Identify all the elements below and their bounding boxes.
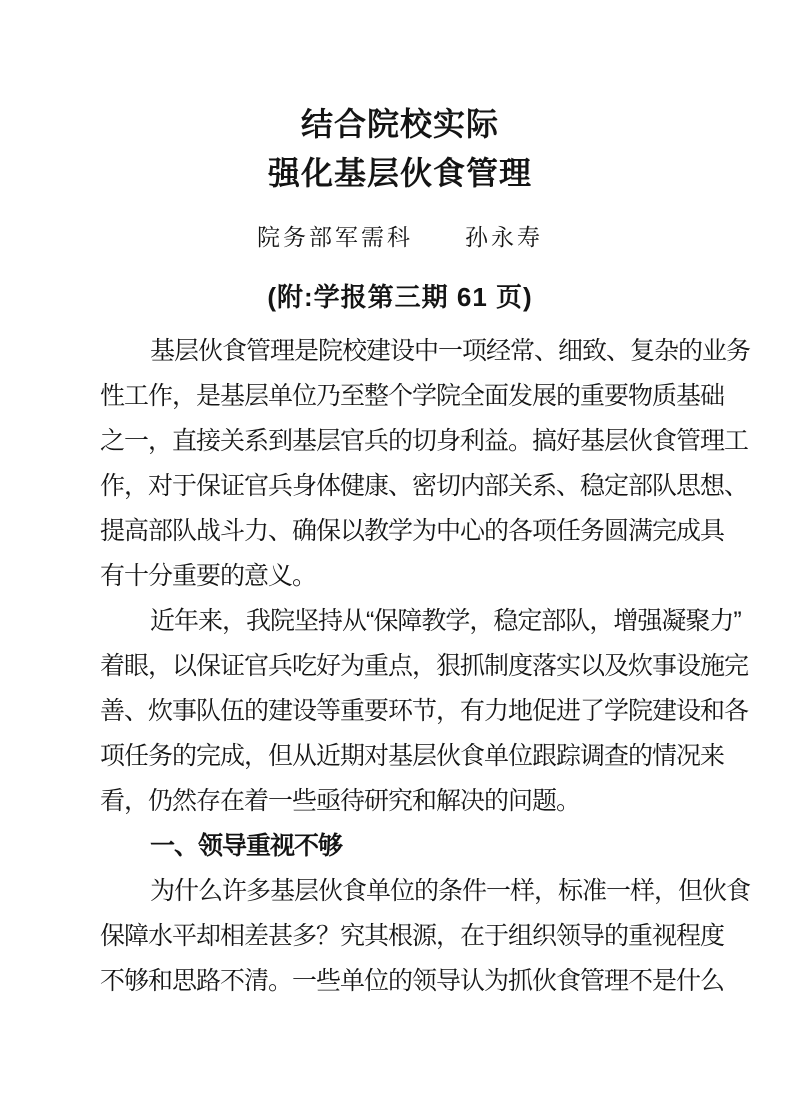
paragraph-line: 性工作，是基层单位乃至整个学院全面发展的重要物质基础 — [100, 382, 725, 410]
paragraph-line: 基层伙食管理是院校建设中一项经常、细致、复杂的业务 — [150, 337, 751, 365]
paragraph-line: 项任务的完成，但从近期对基层伙食单位跟踪调查的情况来 — [100, 742, 725, 770]
section-heading: 一、领导重视不够 — [150, 832, 343, 860]
paragraph-line: 看，仍然存在着一些亟待研究和解决的问题。 — [100, 787, 581, 815]
attachment-note: (附:学报第三期 61 页) — [267, 282, 533, 312]
paragraph-line: 保障水平却相差甚多？究其根源，在于组织领导的重视程度 — [100, 922, 725, 950]
page-title-line-1: 结合院校实际 — [300, 106, 499, 142]
page-title — [0, 100, 800, 198]
paragraph-line: 不够和思路不清。一些单位的领导认为抓伙食管理不是什么 — [100, 967, 725, 995]
paragraph-line: 提高部队战斗力、确保以教学为中心的各项任务圆满完成具 — [100, 517, 725, 545]
paragraph-line: 善、炊事队伍的建设等重要环节，有力地促进了学院建设和各 — [100, 697, 749, 725]
page-title-line-2: 强化基层伙食管理 — [267, 155, 532, 191]
paragraph-line: 有十分重要的意义。 — [100, 562, 317, 590]
paragraph-line: 近年来，我院坚持从“保障教学，稳定部队，增强凝聚力” — [150, 607, 741, 635]
paragraph-line: 作，对于保证官兵身体健康、密切内部关系、稳定部队思想、 — [100, 472, 749, 500]
document-body — [100, 329, 751, 1004]
byline: 院务部军需科 孙永寿 — [257, 224, 543, 250]
paragraph-line: 之一，直接关系到基层官兵的切身利益。搞好基层伙食管理工 — [100, 427, 749, 455]
paragraph-line: 着眼，以保证官兵吃好为重点，狠抓制度落实以及炊事设施完 — [100, 652, 749, 680]
paragraph-line: 为什么许多基层伙食单位的条件一样，标准一样，但伙食 — [150, 877, 751, 905]
